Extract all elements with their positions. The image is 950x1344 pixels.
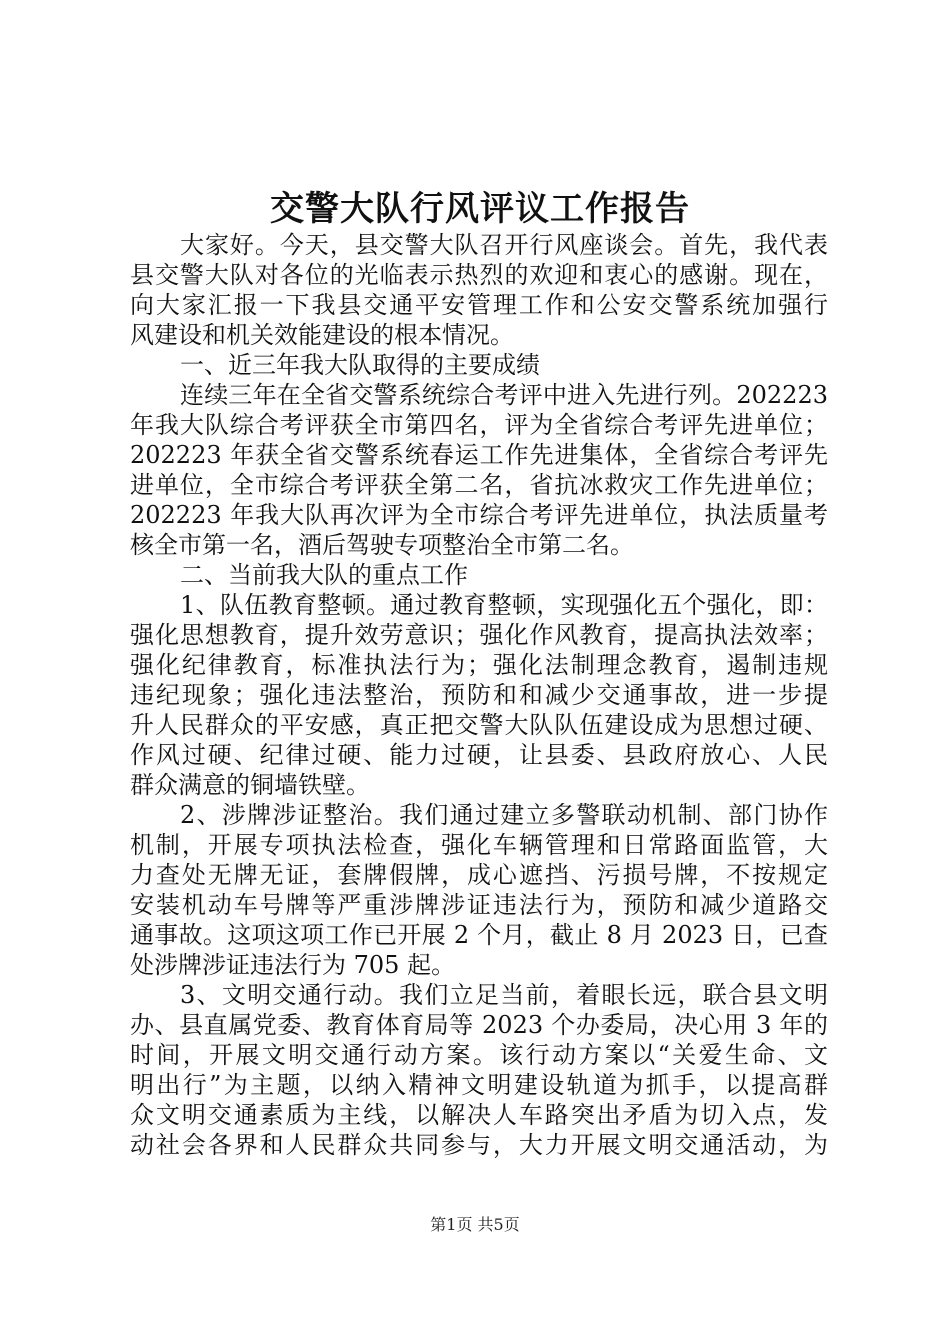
text-line: 明出行”为主题，以纳入精神文明建设轨道为抓手，以提高群 <box>130 1071 828 1099</box>
text-line: 一、近三年我大队取得的主要成绩 <box>180 351 540 379</box>
text-line: 违纪现象；强化违法整治，预防和和减少交通事故，进一步提 <box>130 681 828 709</box>
text-line: 办、县直属党委、教育体育局等 2023 个办委局，决心用 3 年的 <box>130 1011 828 1039</box>
text-line: 升人民群众的平安感，真正把交警大队队伍建设成为思想过硬、 <box>130 711 828 739</box>
text-line: 202223 年获全省交警系统春运工作先进集体，全省综合考评先 <box>130 441 828 469</box>
paragraph <box>130 590 828 800</box>
text-line: 强化思想教育，提升效劳意识；强化作风教育，提高执法效率； <box>130 621 828 649</box>
text-line: 机制，开展专项执法检查，强化车辆管理和日常路面监管，大 <box>130 831 828 859</box>
text-line: 风建设和机关效能建设的根本情况。 <box>130 321 514 349</box>
text-line: 安装机动车号牌等严重涉牌涉证违法行为，预防和减少道路交 <box>130 891 828 919</box>
page-number: 第1页 共5页 <box>430 1215 520 1234</box>
paragraph <box>130 560 828 590</box>
text-line: 大家好。今天，县交警大队召开行风座谈会。首先，我代表 <box>180 231 828 259</box>
text-line: 年我大队综合考评获全市第四名，评为全省综合考评先进单位； <box>130 411 828 439</box>
text-line: 二、当前我大队的重点工作 <box>180 561 468 589</box>
text-line: 力查处无牌无证，套牌假牌，成心遮挡、污损号牌，不按规定 <box>130 861 828 889</box>
text-line: 作风过硬、纪律过硬、能力过硬，让县委、县政府放心、人民 <box>130 741 828 769</box>
text-line: 2、涉牌涉证整治。我们通过建立多警联动机制、部门协作 <box>180 801 828 829</box>
text-line: 3、文明交通行动。我们立足当前，着眼长远，联合县文明 <box>180 981 828 1009</box>
paragraph <box>130 350 828 380</box>
text-line: 处涉牌涉证违法行为 705 起。 <box>130 951 456 979</box>
text-line: 连续三年在全省交警系统综合考评中进入先进行列。202223 <box>180 381 828 409</box>
text-line: 1、队伍教育整顿。通过教育整顿，实现强化五个强化，即： <box>180 591 828 619</box>
text-line: 进单位，全市综合考评获全第二名，省抗冰救灾工作先进单位； <box>130 471 828 499</box>
text-line: 202223 年我大队再次评为全市综合考评先进单位，执法质量考 <box>130 501 828 529</box>
paragraph <box>130 800 828 980</box>
document-body <box>130 230 828 1160</box>
text-line: 动社会各界和人民群众共同参与，大力开展文明交通活动，为 <box>130 1131 828 1159</box>
text-line: 众文明交通素质为主线，以解决人车路突出矛盾为切入点，发 <box>130 1101 828 1129</box>
text-line: 向大家汇报一下我县交通平安管理工作和公安交警系统加强行 <box>130 291 828 319</box>
text-line: 时间，开展文明交通行动方案。该行动方案以“关爱生命、文 <box>130 1041 828 1069</box>
text-line: 县交警大队对各位的光临表示热烈的欢迎和衷心的感谢。现在， <box>130 261 828 289</box>
paragraph <box>130 230 828 350</box>
text-line: 核全市第一名，酒后驾驶专项整治全市第二名。 <box>130 531 634 559</box>
paragraph <box>130 380 828 560</box>
text-line: 强化纪律教育，标准执法行为；强化法制理念教育，遏制违规 <box>130 651 828 679</box>
document-title: 交警大队行风评议工作报告 <box>270 189 690 229</box>
text-line: 群众满意的铜墙铁壁。 <box>130 771 370 799</box>
text-line: 通事故。这项这项工作已开展 2 个月，截止 8 月 2023 日，已查 <box>130 921 828 949</box>
paragraph <box>130 980 828 1160</box>
